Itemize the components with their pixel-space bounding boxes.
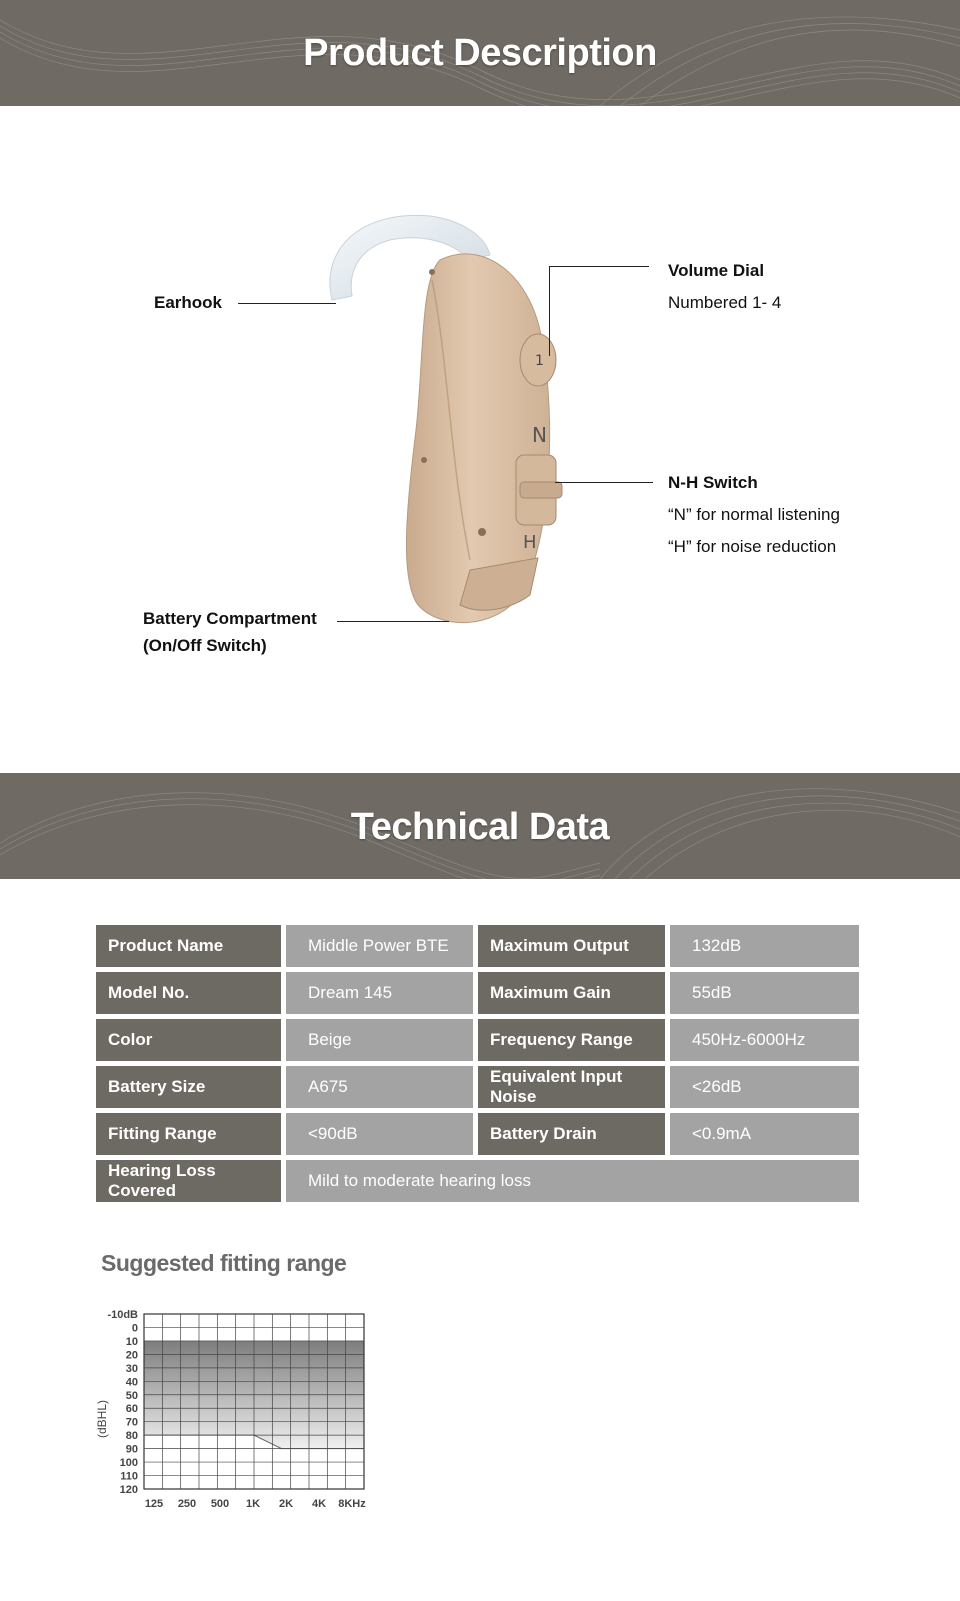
x-tick-label: 500 — [210, 1498, 230, 1510]
battery-subtitle: (On/Off Switch) — [143, 636, 267, 655]
section-title-technical: Technical Data — [350, 806, 610, 848]
spec-label: Battery Drain — [478, 1113, 665, 1155]
spec-value: <0.9mA — [670, 1113, 859, 1155]
y-tick-label: 100 — [119, 1457, 138, 1470]
y-tick-label: 0 — [131, 1322, 138, 1335]
battery-leader-line — [337, 621, 449, 622]
battery-title: Battery Compartment — [143, 609, 317, 628]
spec-value: <90dB — [286, 1113, 473, 1155]
spec-label: Battery Size — [96, 1066, 281, 1108]
spec-label: Maximum Output — [478, 925, 665, 967]
x-tick-label: 2K — [278, 1498, 294, 1510]
specifications-table — [91, 920, 864, 1207]
spec-label: Fitting Range — [96, 1113, 281, 1155]
spec-value: Dream 145 — [286, 972, 473, 1014]
y-axis-label: (dBHL) — [95, 1399, 109, 1439]
volume-dial-desc: Numbered 1- 4 — [668, 293, 782, 312]
volume-leader-vertical — [549, 266, 550, 356]
y-tick-label: 120 — [119, 1484, 138, 1496]
nh-switch-callout — [668, 467, 840, 563]
spec-label: Frequency Range — [478, 1019, 665, 1061]
table-row — [96, 925, 859, 967]
spec-label: Color — [96, 1019, 281, 1061]
nh-switch-title: N-H Switch — [668, 473, 758, 492]
x-tick-label: 125 — [144, 1498, 164, 1510]
spec-label: Product Name — [96, 925, 281, 967]
spec-value: Beige — [286, 1019, 473, 1061]
x-tick-label: 8KHz — [338, 1498, 366, 1510]
battery-callout — [143, 605, 317, 659]
x-tick-label: 4K — [311, 1498, 327, 1510]
spec-label: Equivalent Input Noise — [478, 1066, 665, 1108]
spec-value: Middle Power BTE — [286, 925, 473, 967]
dial-mark-h: H — [523, 532, 537, 553]
nh-switch-desc-h: “H” for noise reduction — [668, 537, 837, 556]
y-tick-label: 80 — [125, 1430, 138, 1443]
dial-mark-n: N — [532, 423, 547, 447]
spec-label: Maximum Gain — [478, 972, 665, 1014]
technical-data-banner — [0, 773, 960, 879]
y-tick-label: 90 — [125, 1443, 138, 1456]
spec-label: Model No. — [96, 972, 281, 1014]
volume-leader-line — [549, 266, 649, 267]
x-tick-label: 1K — [245, 1498, 261, 1510]
nh-switch-desc-n: “N” for normal listening — [668, 505, 840, 524]
nh-switch-leader-line — [555, 482, 653, 483]
page-title: Product Description — [303, 32, 657, 74]
y-tick-label: 60 — [125, 1403, 138, 1416]
table-row — [96, 972, 859, 1014]
y-tick-label: -10dB — [107, 1309, 138, 1321]
fitting-range-title: Suggested fitting range — [101, 1250, 347, 1276]
fitting-range-chart — [92, 1306, 382, 1516]
y-tick-label: 30 — [125, 1362, 138, 1375]
y-tick-label: 70 — [125, 1416, 138, 1429]
product-description-banner — [0, 0, 960, 106]
dial-mark-1: 1 — [535, 353, 544, 369]
volume-dial-title: Volume Dial — [668, 261, 765, 280]
table-row — [96, 1066, 859, 1108]
y-tick-label: 20 — [125, 1349, 138, 1362]
earhook-callout — [154, 287, 222, 319]
table-row — [96, 1019, 859, 1061]
table-row — [96, 1113, 859, 1155]
earhook-label: Earhook — [154, 293, 223, 312]
x-tick-label: 250 — [177, 1498, 197, 1510]
y-tick-label: 110 — [120, 1470, 138, 1483]
spec-label: Hearing Loss Covered — [96, 1160, 281, 1202]
volume-dial-callout — [668, 255, 781, 319]
table-row — [96, 1160, 859, 1202]
spec-value: A675 — [286, 1066, 473, 1108]
spec-value: Mild to moderate hearing loss — [286, 1160, 859, 1202]
spec-value: 55dB — [670, 972, 859, 1014]
spec-value: 132dB — [670, 925, 859, 967]
earhook-leader-line — [238, 303, 336, 304]
spec-value: <26dB — [670, 1066, 859, 1108]
spec-value: 450Hz-6000Hz — [670, 1019, 859, 1061]
y-tick-label: 50 — [125, 1389, 138, 1402]
y-tick-label: 10 — [125, 1335, 138, 1348]
y-tick-label: 40 — [125, 1376, 138, 1389]
